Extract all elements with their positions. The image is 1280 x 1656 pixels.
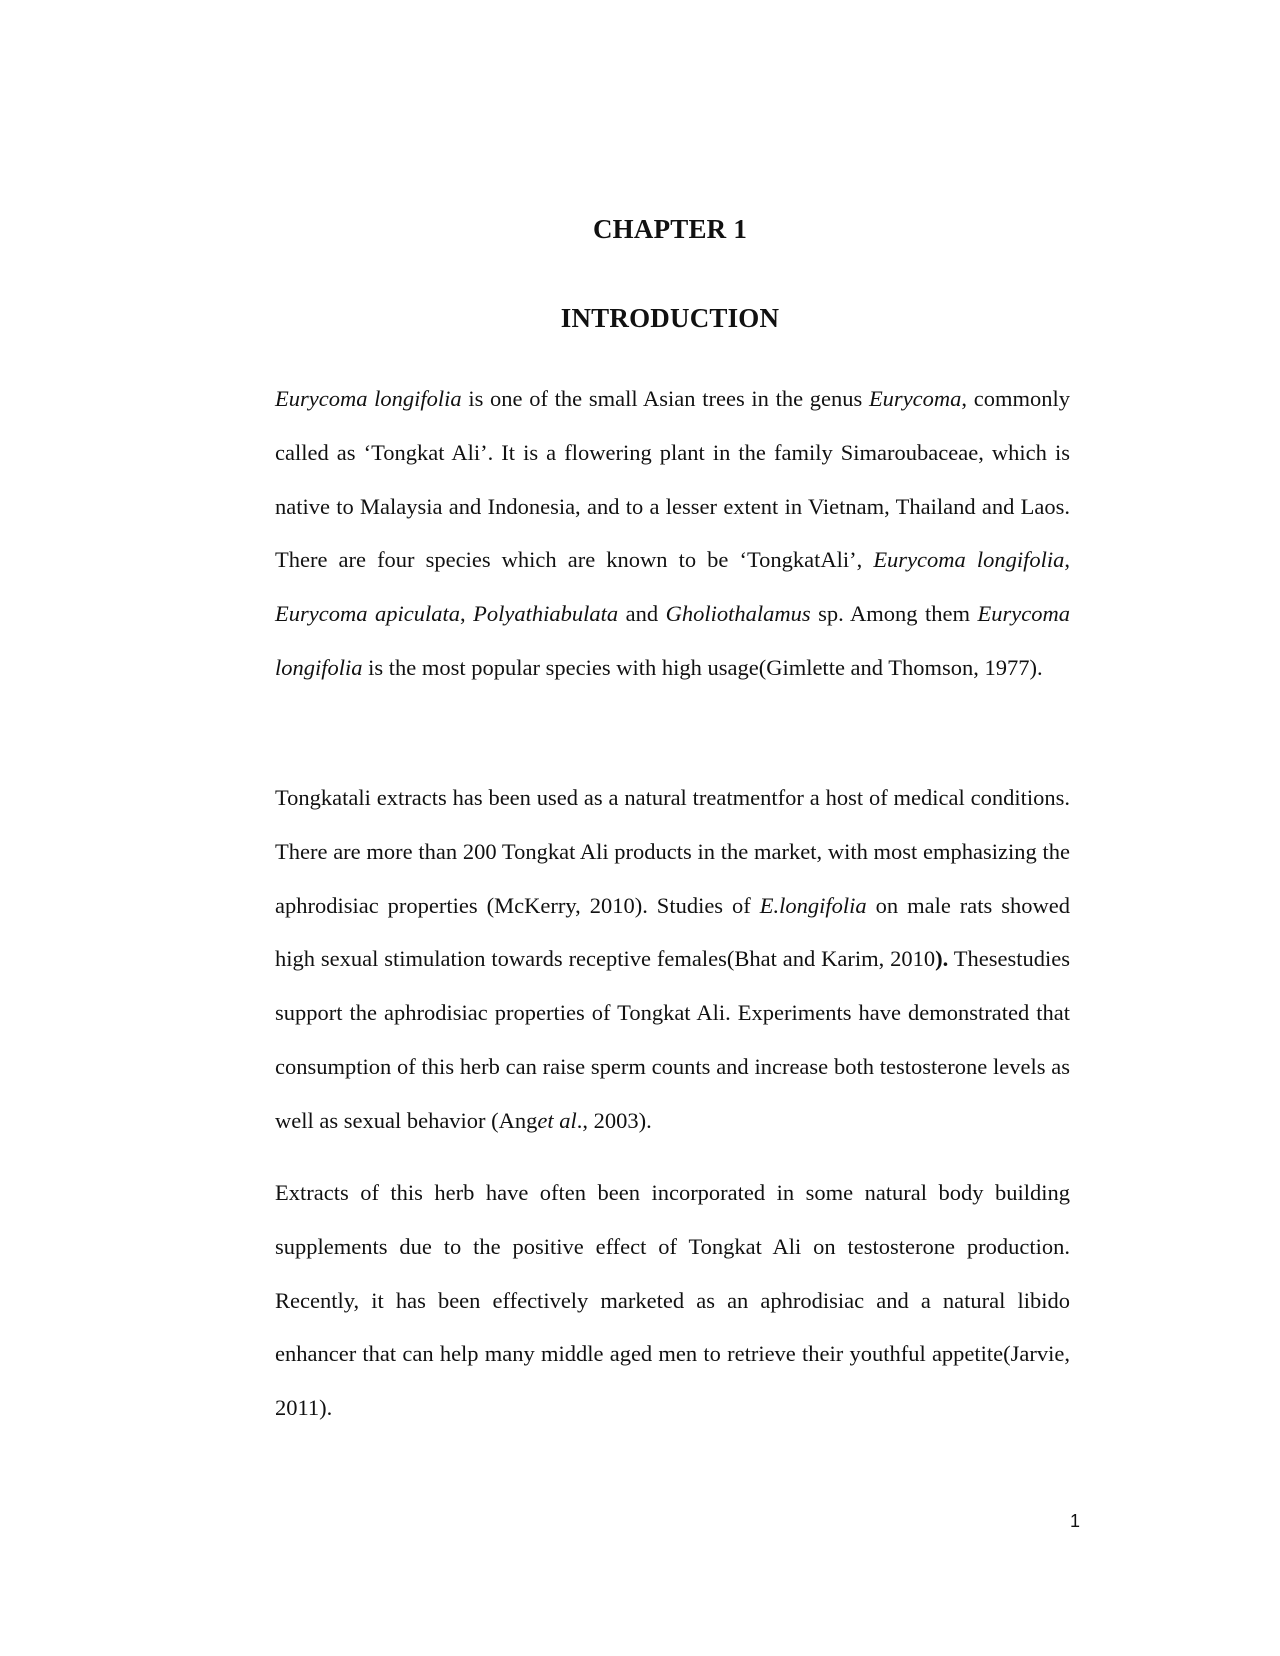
italic-text-run: Eurycoma longifolia [873, 547, 1065, 573]
italic-text-run: Polyathiabulata [473, 601, 619, 627]
bold-text-run: ). [935, 946, 949, 972]
text-run: Extracts of this herb have often been incorporated in some natural body building supplements due to the positive effect of Tongkat Ali on testosterone production. Recently, it has been effectively marketed as an aphrodisiac and a natural libido enhancer that can help many middle aged men to retrieve their youthful appetite(Jarvie, 2011). [275, 1180, 1070, 1421]
text-run: , [1064, 547, 1070, 573]
text-run: and [618, 601, 666, 627]
italic-text-run: E.longifolia [759, 892, 867, 918]
body-paragraph-1 [275, 372, 1070, 695]
body-paragraph-2 [275, 771, 1070, 1148]
text-run: ., 2003). [576, 1107, 652, 1133]
chapter-title: INTRODUCTION [560, 303, 780, 333]
text-run: Thesestudies support the aphrodisiac properties of Tongkat Ali. Experiments have demonstrated that consumption of this herb can raise sperm counts and increase both testosterone levels as well as sexual behavior (Ang [275, 946, 1070, 1133]
text-run: , [459, 601, 474, 627]
chapter-number: CHAPTER 1 [592, 214, 748, 244]
italic-text-run: Eurycoma longifolia [275, 601, 1070, 680]
paragraph-text [275, 372, 1070, 695]
text-run: on male rats showed high sexual stimulation towards receptive females(Bhat and Karim, 2010 [275, 892, 1070, 972]
text-run: is one of the small Asian trees in the genus [461, 386, 869, 411]
text-run: Tongkatali extracts has been used as a natural treatmentfor a host of medical conditions. There are more than 200 Tongkat Ali products in the market, with most emphasizing the aphrodisiac properties (McKerry, 2010). Studies of [275, 785, 1070, 918]
italic-text-run: et al [537, 1107, 577, 1133]
italic-text-run: Eurycoma apiculata [275, 601, 460, 627]
paragraph-text [275, 1166, 1070, 1435]
text-run: sp. Among them [810, 601, 978, 627]
text-run: , commonly called as ‘Tongkat Ali’. It is a flowering plant in the family Simaroubaceae, which is native to Malaysia and Indonesia, and to a lesser extent in Vietnam, Thailand and Laos. There are four species which are known to be ‘TongkatAli’, [275, 386, 1070, 573]
italic-text-run: Gholiothalamus [665, 601, 811, 627]
italic-text-run: Eurycoma [868, 386, 962, 411]
italic-text-run: Eurycoma longifolia [275, 386, 462, 411]
text-run: is the most popular species with high usage(Gimlette and Thomson, 1977). [362, 654, 1043, 680]
paragraph-text [275, 771, 1070, 1148]
body-paragraph-3 [275, 1166, 1070, 1435]
page-number: 1 [1069, 1511, 1080, 1531]
